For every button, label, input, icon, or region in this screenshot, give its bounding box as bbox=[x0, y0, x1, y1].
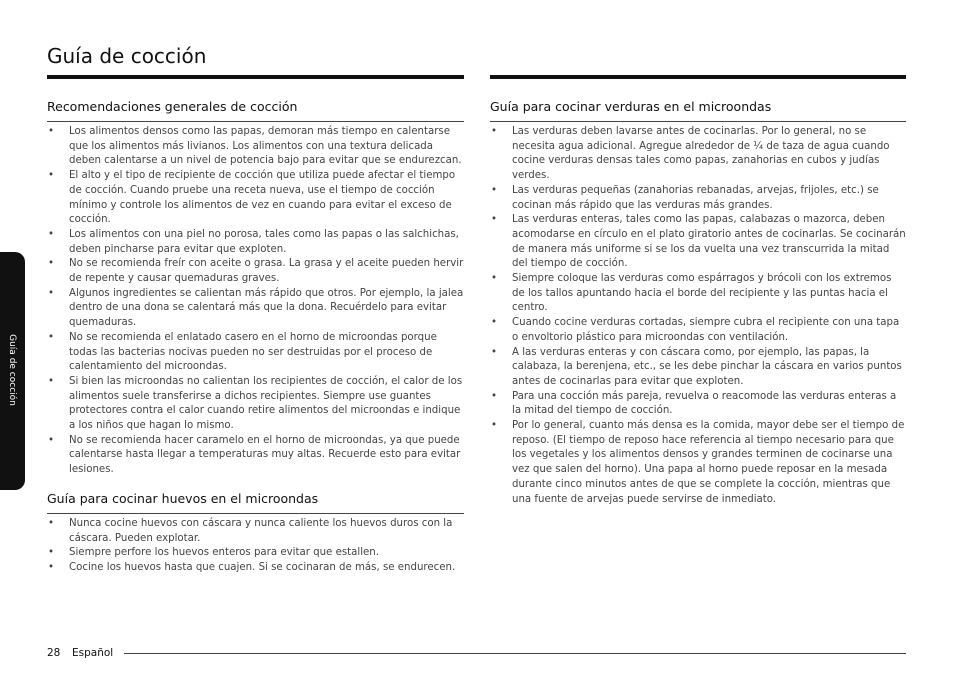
list-item: • Siempre perfore los huevos enteros para evitar que estallen. bbox=[47, 546, 464, 561]
vegetables-guide-section bbox=[490, 98, 906, 507]
title-rule-left bbox=[47, 75, 464, 79]
footer-language: Español bbox=[72, 647, 114, 659]
list-item: • Nunca cocine huevos con cáscara y nunca caliente los huevos duros con la cáscara. Pueden explotar. bbox=[47, 517, 464, 546]
list-item: • No se recomienda el enlatado casero en el horno de microondas porque todas las bacterias nocivas pueden no ser destruidas por el proceso de calentamiento del microondas. bbox=[47, 331, 464, 375]
bullet-list bbox=[47, 125, 464, 478]
footer-rule bbox=[124, 653, 906, 654]
list-item: • No se recomienda freír con aceite o grasa. La grasa y el aceite pueden hervir de repente y causar quemaduras graves. bbox=[47, 257, 464, 286]
list-item: • Los alimentos con una piel no porosa, tales como las papas o las salchichas, deben pincharse para evitar que exploten. bbox=[47, 228, 464, 257]
list-item: • Algunos ingredientes se calientan más rápido que otros. Por ejemplo, la jalea dentro de una dona se calentará más que la dona. Recuérdelo para evitar quemaduras. bbox=[47, 287, 464, 331]
title-rule-right bbox=[490, 75, 906, 79]
section-heading: Recomendaciones generales de cocción bbox=[47, 98, 464, 122]
section-heading: Guía para cocinar verduras en el microondas bbox=[490, 98, 906, 122]
list-item: • El alto y el tipo de recipiente de cocción que utiliza puede afectar el tiempo de cocción. Cuando pruebe una receta nueva, use el tiempo de cocción mínimo y controle los alimentos de vez en cuando para evitar el exceso de cocción. bbox=[47, 169, 464, 228]
list-item: • Las verduras enteras, tales como las papas, calabazas o mazorca, deben acomodarse en círculo en el plato giratorio antes de cocinarlas. Se cocinarán de manera más uniforme si se los da vuelta una vez transcurrida la mitad del tiempo de cocción. bbox=[490, 213, 906, 272]
list-item: • Cocine los huevos hasta que cuajen. Si se cocinaran de más, se endurecen. bbox=[47, 561, 464, 576]
bullet-list bbox=[47, 517, 464, 576]
section-heading: Guía para cocinar huevos en el microondas bbox=[47, 490, 464, 514]
general-recommendations-section bbox=[47, 98, 464, 478]
right-column bbox=[490, 98, 906, 519]
chapter-side-tab-label: Guía de cocción bbox=[7, 334, 17, 406]
list-item: • Cuando cocine verduras cortadas, siempre cubra el recipiente con una tapa o envoltorio plástico para microondas con ventilación. bbox=[490, 316, 906, 345]
list-item: • Por lo general, cuanto más densa es la comida, mayor debe ser el tiempo de reposo. (El tiempo de reposo hace referencia al tiempo necesario para que los vegetales y los alimentos densos y grandes terminen de cocinarse una vez que salen del horno). Una papa al horno puede reposar en la mesada durante cinco minutos antes de que se complete la cocción, mientras que una fuente de arvejas puede servirse de inmediato. bbox=[490, 419, 906, 507]
list-item: • Las verduras deben lavarse antes de cocinarlas. Por lo general, no se necesita agua adicional. Agregue alrededor de ¼ de taza de agua cuando cocine verduras densas tales como papas, zanahorias en cubos y judías verdes. bbox=[490, 125, 906, 184]
list-item: • Siempre coloque las verduras como espárragos y brócoli con los extremos de los tallos apuntando hacia el borde del recipiente y las puntas hacia el centro. bbox=[490, 272, 906, 316]
page-title: Guía de cocción bbox=[47, 44, 207, 68]
page-footer bbox=[47, 645, 906, 661]
list-item: • A las verduras enteras y con cáscara como, por ejemplo, las papas, la calabaza, la berenjena, etc., se les debe pinchar la cáscara en varios puntos antes de cocinarlas para evitar que exploten. bbox=[490, 346, 906, 390]
list-item: • Si bien las microondas no calientan los recipientes de cocción, el calor de los alimentos suele transferirse a dichos recipientes. Siempre use guantes protectores contra el calor cuando retire alimentos del microondas e indique a los niños que hagan lo mismo. bbox=[47, 375, 464, 434]
eggs-guide-section bbox=[47, 490, 464, 576]
list-item: • Para una cocción más pareja, revuelva o reacomode las verduras enteras a la mitad del tiempo de cocción. bbox=[490, 390, 906, 419]
list-item: • Las verduras pequeñas (zanahorias rebanadas, arvejas, frijoles, etc.) se cocinan más rápido que las verduras más grandes. bbox=[490, 184, 906, 213]
left-column bbox=[47, 98, 464, 588]
list-item: • No se recomienda hacer caramelo en el horno de microondas, ya que puede calentarse hasta llegar a temperaturas muy altas. Recuerde esto para evitar lesiones. bbox=[47, 434, 464, 478]
page-number: 28 bbox=[47, 647, 61, 659]
list-item: • Los alimentos densos como las papas, demoran más tiempo en calentarse que los alimentos más livianos. Los alimentos con una textura delicada deben calentarse a un nivel de potencia bajo para evitar que se endurezcan. bbox=[47, 125, 464, 169]
bullet-list bbox=[490, 125, 906, 507]
